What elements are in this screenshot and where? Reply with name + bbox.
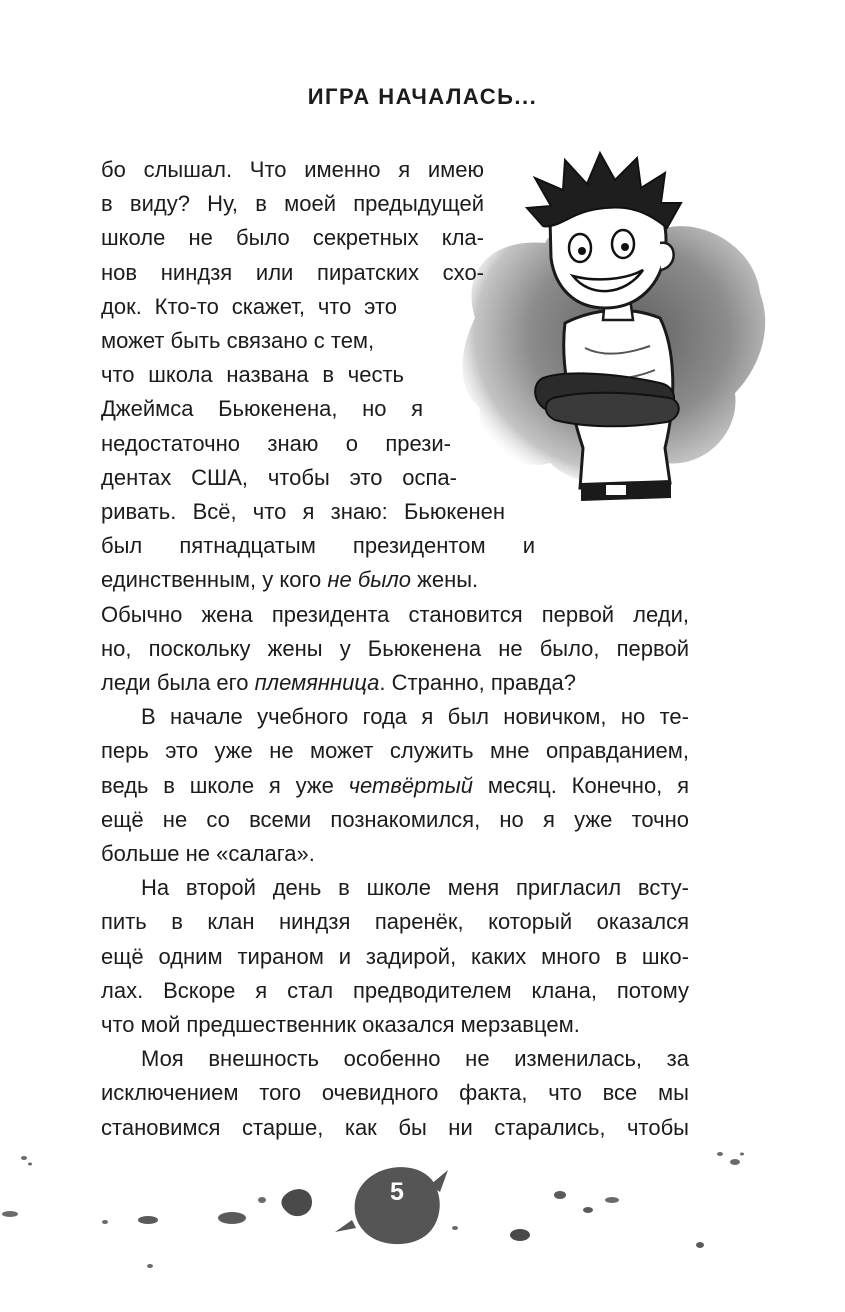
text-span: был пятнадцатым президентом и [101,533,535,559]
italic-text: не было [327,567,412,593]
text-line [101,187,484,221]
text-span: может быть связано с тем, [101,328,375,353]
text-span: но, поскольку жены у Бьюкенена не было, первой [101,635,689,661]
text-line [101,563,478,597]
text-span: нов ниндзя или пиратских схо- [101,259,484,285]
text-line [101,940,689,974]
text-span: ещё не со всеми познакомился, но я уже точно [101,806,689,832]
text-line [101,769,689,803]
text-line [141,1042,689,1076]
text-line [101,1008,580,1042]
text-line [101,666,576,700]
text-span: больше не «салага». [101,841,315,866]
text-line [101,598,689,632]
text-line [101,529,535,563]
text-span: что мой предшественник оказался мерзавцем. [101,1012,580,1037]
text-line [101,974,689,1008]
text-line [101,905,689,939]
text-span: Обычно жена президента становится первой леди, [101,601,689,627]
text-span: Моя внешность особенно не изменилась, за [141,1046,689,1072]
text-line [141,871,689,905]
text-span: школе не было секретных кла- [101,225,484,251]
text-line [101,837,315,871]
text-line [101,358,404,392]
text-span: единственным, у кого [101,567,328,593]
text-line [101,734,689,768]
text-span: пить в клан ниндзя паренёк, который оказался [101,909,689,935]
text-line [101,324,375,358]
text-span: В начале учебного года я был новичком, но те- [141,704,689,730]
text-span: док. Кто-то скажет, что это [101,293,397,319]
page-number: 5 [390,1178,404,1206]
text-line [101,495,505,529]
text-span: становимся старше, как бы ни старались, чтобы [101,1114,689,1140]
text-line [101,461,457,495]
text-span: жены. [411,567,479,593]
text-span: ведь в школе я уже [101,772,349,798]
text-line [101,392,423,426]
text-span: ривать. Всё, что я знаю: Бьюкенен [101,499,505,524]
text-line [101,1076,689,1110]
italic-text: четвёртый [348,772,474,798]
italic-text: племянница [254,670,380,695]
text-span: лах. Вскоре я стал предводителем клана, потому [101,977,689,1003]
text-line [101,427,451,461]
text-span: Джеймса Бьюкенена, но я [101,396,423,422]
text-span: На второй день в школе меня пригласил всту- [141,875,689,901]
text-span: леди была его [101,670,255,695]
text-line [141,700,689,734]
text-line [101,256,484,290]
text-line [101,290,397,324]
text-line [101,221,484,255]
text-span: что школа названа в честь [101,362,404,388]
text-span: перь это уже не может служить мне оправданием, [101,738,689,764]
text-span: бо слышал. Что именно я имею [101,157,484,182]
text-line [101,803,689,837]
text-span: исключением того очевидного факта, что все мы [101,1080,689,1106]
text-line [101,153,484,187]
text-span: ещё одним тираном и задирой, каких много в шко- [101,943,689,969]
text-line [101,632,689,666]
text-span: месяц. Конечно, я [473,772,690,798]
text-span: в виду? Ну, в моей предыдущей [101,191,484,217]
text-span: недостаточно знаю о прези- [101,430,451,456]
running-header: ИГРА НАЧАЛАСЬ... [307,84,538,109]
boy-with-crossed-arms-icon [455,148,775,533]
text-span: . Странно, правда? [379,670,576,695]
text-span: дентах США, чтобы это оспа- [101,464,457,490]
ink-splatter-icon [0,1140,845,1312]
